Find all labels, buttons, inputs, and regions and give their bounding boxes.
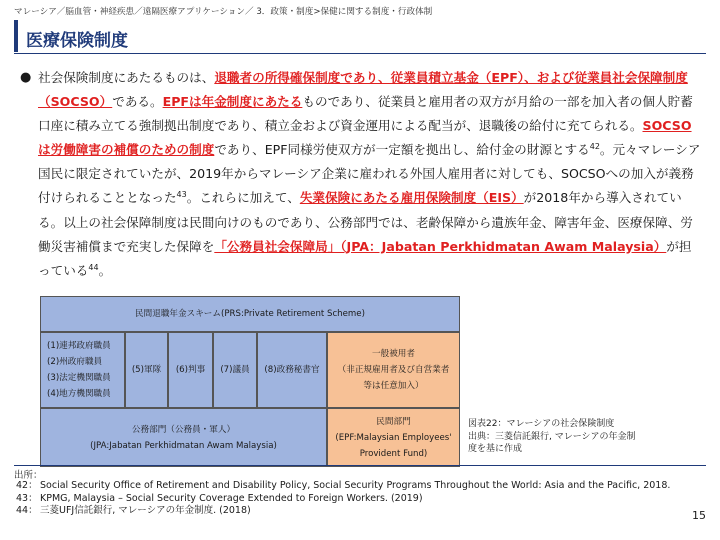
footnote-number: 42： (16, 480, 38, 491)
footnote-label: 出所： (14, 470, 43, 481)
caption-line: 出典：三菱信託銀行, マレーシアの年金制 (468, 431, 636, 442)
private-sector-box (327, 408, 460, 467)
text-segment: であり、EPF同様労使双方が一定額を拠出し、給付金の財源とする (214, 142, 590, 158)
footnote-number: 44： (16, 505, 38, 516)
text-segment: である。 (112, 94, 163, 110)
footnote-number: 43： (16, 492, 38, 504)
military-label: (5)軍隊 (131, 365, 162, 375)
footnote-ref-42: 42 (589, 142, 600, 152)
parliament-box (213, 332, 257, 408)
staff-item: (3)法定機関職員 (47, 373, 111, 383)
paragraph-text (38, 66, 702, 283)
footnote-text: 三菱UFJ信託銀行, マレーシアの年金制度. (2018) (40, 505, 251, 516)
private-sector-label: Provident Fund) (359, 448, 428, 459)
page-title: 医療保険制度 (26, 31, 128, 51)
text-segment: が2018年から導入されている。以上の社会保障制度は民間向けのものであり、公務部門では、老齢保障から遺族年金、障害年金、医療保障、労働災害補償まで充実した保障を (38, 190, 693, 254)
text-segment: 社会保険制度にあたるものは、 (38, 70, 215, 85)
general-label: 一般被用者 (372, 349, 415, 359)
highlight-socso: SOCSOは労働障害の補償のための制度 (38, 118, 692, 158)
caption-line: 図表22：マレーシアの社会保険制度 (468, 419, 615, 429)
judge-label: (6)判事 (175, 365, 206, 375)
footnote-ref-43: 43 (176, 190, 187, 200)
highlight-eis: 失業保険にあたる雇用保険制度（EIS） (299, 190, 524, 206)
breadcrumb: マレーシア／脳血管・神経疾患／遠隔医療アプリケーション／ 3．政策・制度>保健に関する制度・行政体制 (14, 7, 433, 17)
footnote-text: Social Security Office of Retirement and Disability Policy, Social Security Programs Throughout the World: Asia and the Pacific, 2018. (40, 480, 671, 491)
footnote-item (16, 493, 696, 506)
public-sector-label: 公務部門（公務員・軍人） (131, 424, 236, 435)
text-segment: ものであり、従業員と雇用者の双方が月給の一部を加入者の個人貯蓄口座に積み立てる強制拠出制度であり、積立金および資金運用による配当が、退職後の給付に充てられる。 (38, 94, 693, 134)
figure-caption (468, 418, 636, 456)
bullet-icon: ● (20, 70, 32, 85)
private-sector-label: (EPF:Malaysian Employees' (335, 432, 452, 443)
prs-box (40, 296, 460, 332)
footnotes (16, 480, 696, 518)
footnote-item (16, 505, 696, 518)
footnote-text: KPMG, Malaysia – Social Security Coverage Extended to Foreign Workers. (2019) (40, 492, 423, 504)
government-staff-box (40, 332, 125, 408)
judge-box (168, 332, 213, 408)
public-sector-label: (JPA:Jabatan Perkhidmatan Awam Malaysia) (90, 440, 277, 451)
text-segment: 。元々マレーシア国民に限定されていたが、2019年からマレーシア企業に雇われる外国人雇用者に対しても、SOCSOへの加入が義務付けられることとなった (38, 142, 701, 206)
header-divider (14, 53, 706, 54)
highlight-epf-socso: 退職者の所得確保制度であり、従業員積立基金（EPF）、および従業員社会保障制度（SOCSO） (38, 70, 688, 110)
staff-item: (2)州政府職員 (47, 357, 103, 367)
footnote-ref-44: 44 (88, 262, 99, 272)
secretary-box (257, 332, 327, 408)
public-sector-box (40, 408, 327, 467)
private-sector-label: 民間部門 (376, 416, 411, 427)
highlight-epf-pension: EPFは年金制度にあたる (162, 94, 303, 110)
page-number: 15 (692, 509, 706, 522)
social-insurance-diagram (40, 296, 460, 467)
footnote-item (16, 480, 696, 493)
general-label: 等は任意加入） (363, 381, 424, 391)
title-accent-bar (14, 20, 18, 52)
staff-item: (1)連邦政府職員 (47, 341, 111, 351)
military-box (125, 332, 168, 408)
secretary-label: (8)政務秘書官 (264, 365, 320, 375)
parliament-label: (7)議員 (220, 365, 250, 375)
text-segment: 。 (98, 262, 112, 278)
prs-label: 民間退職年金スキーム(PRS:Private Retirement Scheme) (135, 309, 365, 319)
text-segment: が担っている (38, 238, 692, 278)
footer-divider (14, 465, 706, 466)
general-label: （非正規雇用者及び自営業者 (337, 365, 450, 375)
caption-line: 度を基に作成 (468, 444, 523, 454)
main-paragraph (22, 66, 702, 283)
general-employee-box (327, 332, 460, 408)
staff-item: (4)地方機関職員 (47, 389, 111, 399)
highlight-jpa: 「公務員社会保障局」（JPA：Jabatan Perkhidmatan Awam Malaysia） (214, 238, 667, 254)
text-segment: 。これらに加えて、 (186, 190, 300, 206)
